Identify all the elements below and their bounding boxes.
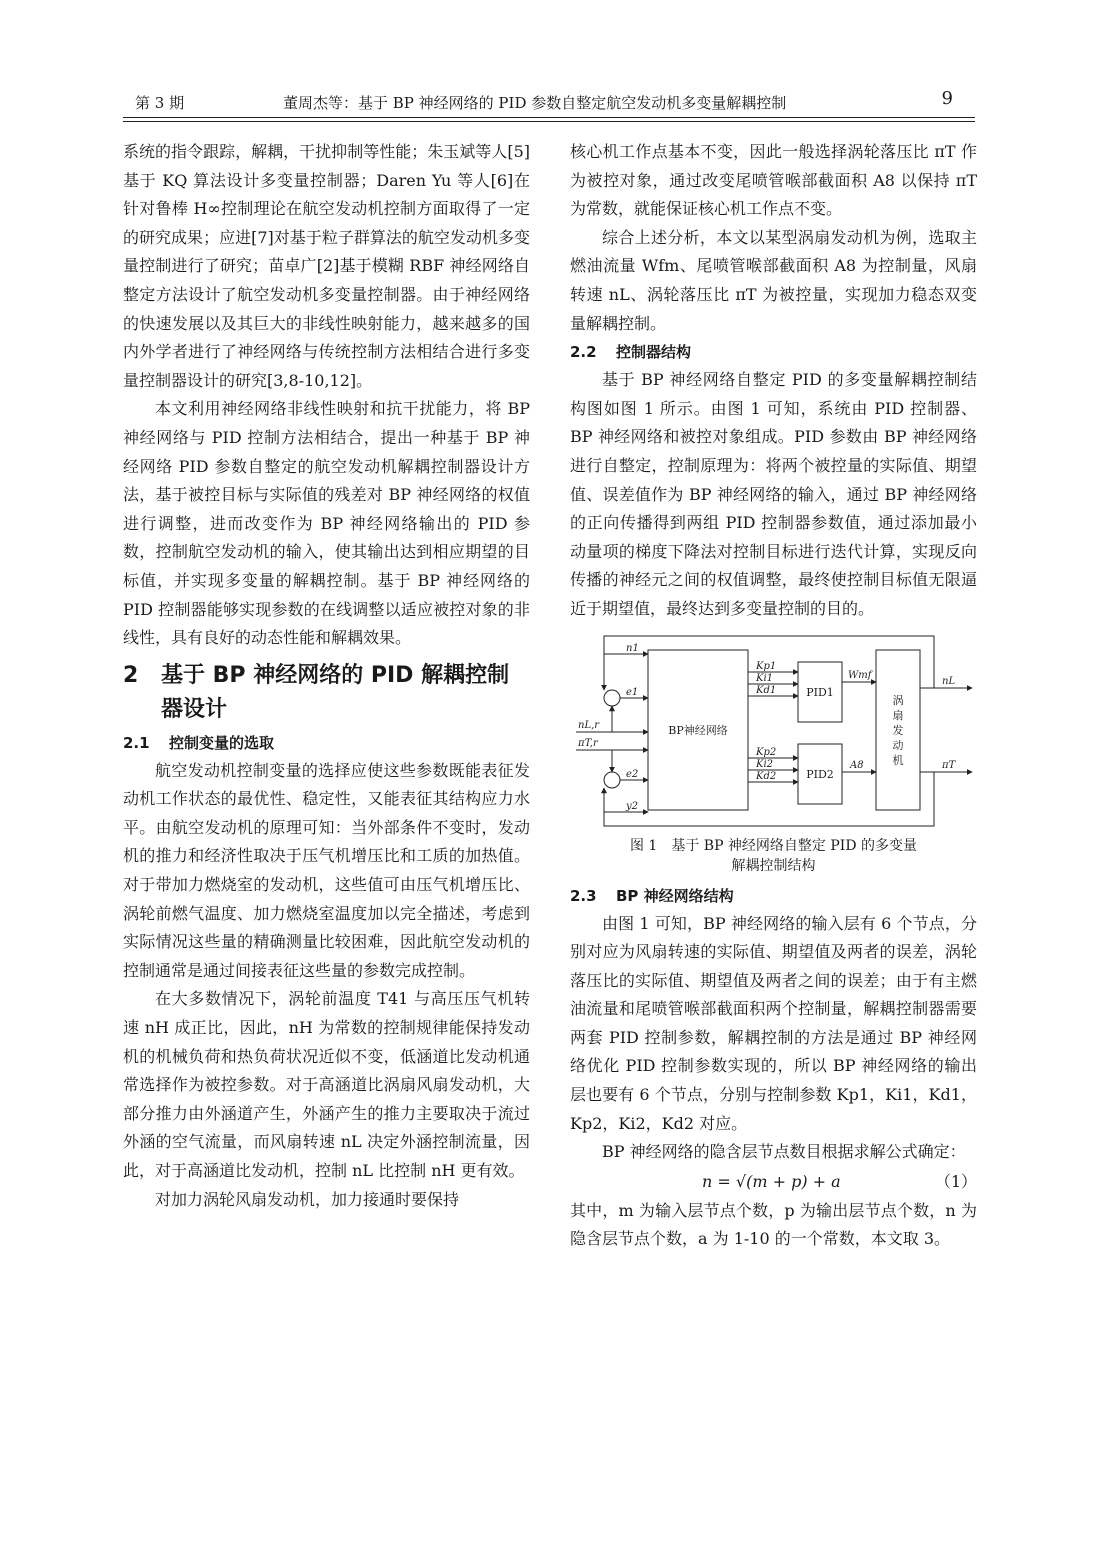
page-number: 9	[941, 88, 953, 109]
figure-1	[570, 632, 977, 832]
section-heading	[123, 659, 530, 727]
label-kd1: Kd1	[756, 684, 777, 696]
figure-caption-line-1: 图 1 基于 BP 神经网络自整定 PID 的多变量	[629, 837, 918, 854]
pid2-label: PID2	[806, 767, 834, 781]
equation-1	[570, 1167, 977, 1197]
paragraph: BP 神经网络的隐含层节点数目根据求解公式确定：	[602, 1142, 966, 1162]
paragraph: 综合上述分析，本文以某型涡扇发动机为例，选取主燃油流量 Wfm、尾喷管喉部截面积 A8 为控制量，风扇转速 nL、涡轮落压比 πT 为被控量，实现加力稳态双变量解耦控制。	[570, 227, 977, 333]
subsection-number: 2.1	[123, 733, 150, 752]
equation-number: （1）	[934, 1171, 977, 1191]
label-ki1: Ki1	[756, 672, 774, 684]
paragraph: 航空发动机控制变量的选择应使这些参数既能表征发动机工作状态的最优性、稳定性，又能表征其结构应力水平。由航空发动机的原理可知：当外部条件不变时，发动机的推力和经济性取决于压气机增压比和工质的加热值。对于带加力燃烧室的发动机，这些值可由压气机增压比、涡轮前燃气温度、加力燃烧室温度加以完全描述，考虑到实际情况这些量的精确测量比较困难，因此航空发动机的控制通常是通过间接表征这些量的参数完成控制。	[123, 760, 530, 980]
plant-label-char: 发	[892, 723, 904, 737]
figure-caption	[570, 836, 977, 876]
subsection-number: 2.2	[570, 343, 597, 362]
paragraph: 其中，m 为输入层节点个数，p 为输出层节点个数，n 为隐含层节点个数，a 为 1-10 的一个常数，本文取 3。	[570, 1200, 977, 1249]
figure-caption-line-2: 解耦控制结构	[731, 857, 816, 874]
left-column	[123, 138, 530, 1214]
section-title: 基于 BP 神经网络的 PID 解耦控制器设计	[161, 662, 510, 722]
paragraph: 基于 BP 神经网络自整定 PID 的多变量解耦控制结构图如图 1 所示。由图 1 可知，系统由 PID 控制器、BP 神经网络和被控对象组成。PID 参数由 BP 神经网络进行自整定，控制原理为：将两个被控量的实际值、期望值、误差值作为 BP 神经网络的输入，通过 BP 神经网络的正向传播得到两组 PID 控制器参数值，通过添加最小动量项的梯度下降法对控制目标进行迭代计算，实现反向传播的神经元之间的权值调整，最终使控制目标值无限逼近于期望值，最终达到多变量控制的目的。	[570, 370, 977, 618]
label-nlr: nL,r	[578, 719, 600, 731]
label-e2: e2	[626, 768, 639, 780]
bp-network-label: BP神经网络	[668, 723, 728, 737]
label-y2: y2	[626, 800, 639, 812]
subsection-heading	[570, 882, 977, 910]
header-rule-thick	[123, 117, 975, 118]
subsection-heading	[123, 729, 530, 757]
paragraph: 本文利用神经网络非线性映射和抗干扰能力，将 BP 神经网络与 PID 控制方法相结合，提出一种基于 BP 神经网络 PID 参数自整定的航空发动机解耦控制器设计方法，基于被控目标与实际值的残差对 BP 神经网络的权值进行调整，进而改变作为 BP 神经网络输出的 PID 参数，控制航空发动机的输入，使其输出达到相应期望的目标值，并实现多变量的解耦控制。基于 BP 神经网络的 PID 控制器能够实现参数的在线调整以适应被控对象的非线性，具有良好的动态性能和解耦效果。	[123, 399, 530, 648]
running-header	[123, 88, 975, 116]
sum-junction-2	[604, 772, 620, 788]
subsection-title: 控制变量的选取	[169, 733, 275, 752]
paragraph: 系统的指令跟踪，解耦，干扰抑制等性能；朱玉斌等人[5]基于 KQ 算法设计多变量控制器；Daren Yu 等人[6]在针对鲁棒 H∞控制理论在航空发动机控制方面取得了一定的研究成果；应进[7]对基于粒子群算法的航空发动机多变量控制进行了研究；苗卓广[2]基于模糊 RBF 神经网络自整定方法设计了航空发动机多变量控制器。由于神经网络的快速发展以及其巨大的非线性映射能力，越来越多的国内外学者进行了神经网络与传统控制方法相结合进行多变量控制器设计的研究[3,8-10,12]。	[123, 142, 530, 390]
header-rule-thin	[123, 121, 975, 122]
paragraph: 在大多数情况下，涡轮前温度 T41 与高压压气机转速 nH 成正比，因此，nH 为常数的控制规律能保持发动机的机械负荷和热负荷状况近似不变，低涵道比发动机通常选择作为被控参数。对于高涵道比涡扇风扇发动机，大部分推力由外涵道产生，外涵产生的推力主要取决于流过外涵的空气流量，而风扇转速 nL 决定外涵控制流量，因此，对于高涵道比发动机，控制 nL 比控制 nH 更有效。	[123, 989, 530, 1180]
paragraph: 由图 1 可知，BP 神经网络的输入层有 6 个节点，分别对应为风扇转速的实际值、期望值及两者的误差，涡轮落压比的实际值、期望值及两者之间的误差；由于有主燃油流量和尾喷管喉部截面积两个控制量，解耦控制器需要两套 PID 控制参数，解耦控制的方法是通过 BP 神经网络优化 PID 控制参数实现的，所以 BP 神经网络的输出层也要有 6 个节点，分别与控制参数 Kp1，Ki1，Kd1，Kp2，Ki2，Kd2 对应。	[570, 913, 977, 1133]
label-kd2: Kd2	[756, 770, 777, 782]
pid1-label: PID1	[806, 685, 834, 699]
plant-label	[893, 694, 904, 767]
label-pitr: πT,r	[578, 737, 598, 749]
plant-label-char: 动	[892, 738, 904, 752]
plant-label-char: 机	[892, 753, 904, 767]
right-column	[570, 138, 977, 1254]
label-pit-out: πT	[942, 759, 956, 771]
subsection-title: BP 神经网络结构	[616, 886, 734, 905]
label-n1: n1	[626, 642, 639, 654]
subsection-number: 2.3	[570, 886, 597, 905]
subsection-title: 控制器结构	[616, 343, 692, 362]
control-structure-diagram	[570, 632, 977, 832]
subsection-heading	[570, 338, 977, 366]
label-ki2: Ki2	[756, 758, 774, 770]
sum-junction-1	[604, 690, 620, 706]
paragraph: 核心机工作点基本不变，因此一般选择涡轮落压比 πT 作为被控对象，通过改变尾喷管喉部截面积 A8 以保持 πT 为常数，就能保证核心机工作点不变。	[570, 142, 977, 219]
section-number: 2	[123, 662, 139, 688]
paragraph: 对加力涡轮风扇发动机，加力接通时要保持	[155, 1189, 460, 1209]
plant-label-char: 涡	[892, 693, 904, 707]
label-a8: A8	[850, 759, 864, 771]
plant-label-char: 扇	[892, 708, 904, 722]
label-kp2: Kp2	[756, 746, 777, 758]
label-nl-out: nL	[942, 675, 956, 687]
running-title: 董周杰等：基于 BP 神经网络的 PID 参数自整定航空发动机多变量解耦控制	[283, 94, 787, 112]
label-wmf: Wmf	[848, 669, 872, 681]
issue-number: 第 3 期	[135, 94, 185, 112]
equation-body: n = √(m + p) + a	[702, 1171, 841, 1191]
label-kp1: Kp1	[756, 660, 777, 672]
label-e1: e1	[626, 686, 639, 698]
